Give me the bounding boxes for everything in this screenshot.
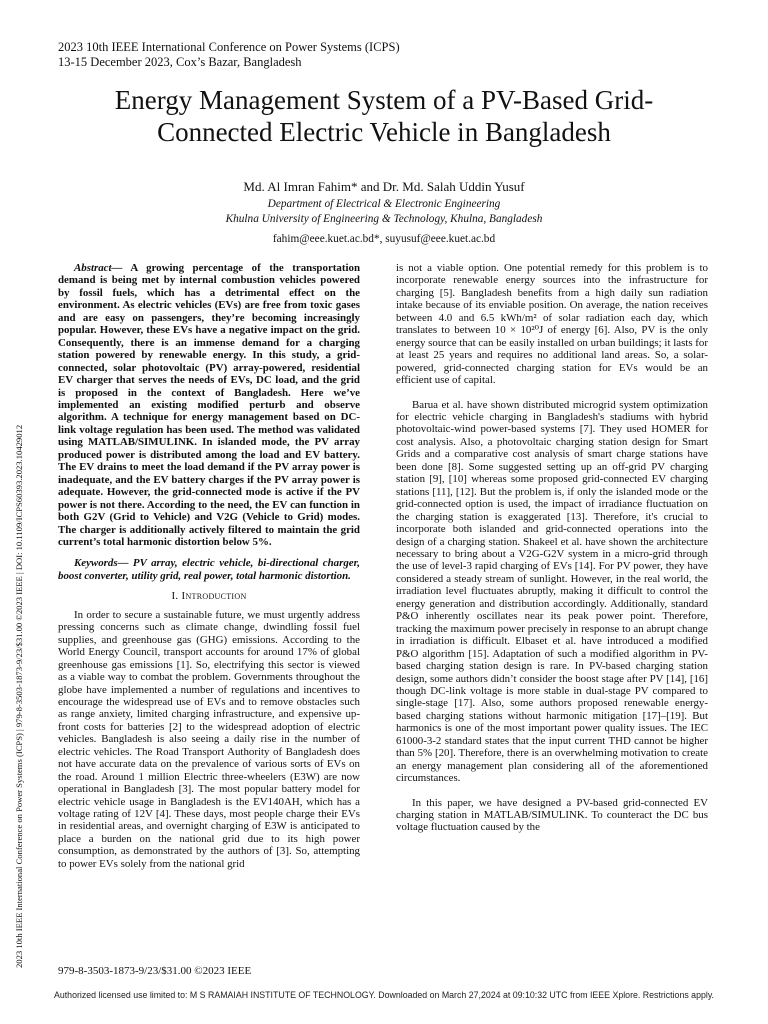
abstract xyxy=(58,262,360,548)
conference-name: 2023 10th IEEE International Conference on Power Systems (ICPS) xyxy=(58,40,400,54)
conference-date-location: 13-15 December 2023, Cox’s Bazar, Bangladesh xyxy=(58,55,302,69)
right-column xyxy=(396,262,708,834)
conference-header xyxy=(58,40,400,70)
paper-title xyxy=(40,84,728,148)
left-column xyxy=(58,262,360,870)
affiliation xyxy=(0,197,768,227)
abstract-text: A growing percentage of the transportation demand is being met by internal combustion vehicles powered by fossil fuels, which has a detrimental effect on the environment. As electric vehicles (EVs) are free from toxic gases and are easy on passengers, they’re becoming increasingly popular. However, these EVs have a negative impact on the grid. Consequently, there is an immense demand for a charging station powered by renewable energy. In this study, a grid-connected, solar photovoltaic (PV) array-powered, residential EV charger that serves the needs of EVs, DC load, and the grid is proposed in the context of Bangladesh. Here we’ve implemented an existing modified perturb and observe algorithm. A technique for energy management based on DC-link voltage regulation has been used. The method was validated using MATLAB/SIMULINK. In islanded mode, the PV array produced power is distributed among the load and EV battery. The EV drains to meet the load demand if the PV array power is inadequate, and the EV battery charges if the PV array power is adequate. However, the grid-connected mode is active if the PV power is not there. According to the need, the EV can function in both G2V (Grid to Vehicle) and V2G (Vehicle to Grid) modes. The charger is additionally actively filtered to maintain the grid current’s total harmonic distortion below 5%. xyxy=(58,262,360,548)
keywords: Keywords— PV array, electric vehicle, bi-directional charger, boost converter, utility grid, real power, total harmonic distortion. xyxy=(58,557,360,582)
university: Khulna University of Engineering & Technology, Khulna, Bangladesh xyxy=(225,213,543,225)
author-emails: fahim@eee.kuet.ac.bd*, suyusuf@eee.kuet.ac.bd xyxy=(272,233,496,245)
abstract-lead: Abstract— xyxy=(74,262,123,274)
department: Department of Electrical & Electronic Engineering xyxy=(267,198,501,210)
right-paragraph-1: is not a viable option. One potential remedy for this problem is to incorporate renewable energy sources into the infrastructure for charging [5]. Bangladesh benefits from a high daily sun radiation intake because of its enviable position. On average, the nation receives between 4.0 and 6.5 kWh/m² of solar radiation each day, which translates to between 10 × 10²⁰J of energy [6]. Also, PV is the only energy source that can be easily installed on urban buildings; it lasts for at least 25 years and requires no additional land areas. So, a solar-powered, grid-connected charging station for EVs would be an efficient use of capital. xyxy=(396,262,708,387)
intro-paragraph-1: In order to secure a sustainable future, we must urgently address pressing concerns such as climate change, dwindling fossil fuel supplies, and greenhouse gas (GHG) emissions. According to the World Energy Council, transport accounts for around 17% of global greenhouse gas emissions [1]. So, electrifying this sector is viewed as a viable way to combat the problem. Governments throughout the globe have implemented a number of regulations and incentives to encourage the widespread use of EVs and to remove obstacles such as range anxiety, limited charging infrastructure, and expensive up-front costs for batteries [2] to the widespread adoption of electric vehicles. Bangladesh is also seeing a daily rise in the number of electric vehicles. The Road Transport Authority of Bangladesh does not have accurate data on the prevalence of various sorts of EVs on the road. Around 1 million Electric three-wheelers (E3W) are now operational in Bangladesh [3]. The most popular battery model for electric vehicle usage in Bangladesh is the EV140AH, which has a voltage rating of 12V [4]. These days, most people charge their EVs in residential areas, and overnight charging of E3W is anticipated to place a burden on the national grid due to its high power consumption, as demonstrated by the authors of [3]. So, attempting to power EVs solely from the national grid xyxy=(58,608,360,870)
isbn-copyright: 979-8-3503-1873-9/23/$31.00 ©2023 IEEE xyxy=(58,965,252,977)
right-paragraph-3: In this paper, we have designed a PV-based grid-connected EV charging station in MATLAB/SIMULINK. To counteract the DC bus voltage fluctuation caused by the xyxy=(396,796,708,834)
license-footer: Authorized licensed use limited to: M S RAMAIAH INSTITUTE OF TECHNOLOGY. Downloaded on March 27,2024 at 09:10:32 UTC from IEEE Xplore. Restrictions apply. xyxy=(53,990,715,1000)
section-heading-introduction: I. Introduction xyxy=(171,590,247,603)
authors: Md. Al Imran Fahim* and Dr. Md. Salah Uddin Yusuf xyxy=(243,179,525,194)
paper-title-line1: Energy Management System of a PV-Based Grid- xyxy=(114,85,654,115)
paper-title-line2: Connected Electric Vehicle in Bangladesh xyxy=(157,117,611,147)
right-paragraph-2: Barua et al. have shown distributed microgrid system optimization for electric vehicle charging in Bangladesh's stadiums with hybrid photovoltaic-wind power-based systems [7]. They used HOMER for cost analysis. Also, a photovoltaic charging station design for Smart Grids and a comparative cost analysis of smart charge stations have been done [8]. Some suggested setting up an off-grid PV charging station [9], [10] whereas some proposed grid-connected EV charging stations [11], [12]. But the problem is, if only the islanded mode or the grid-connected option is used, the impact of irradiance fluctuation on the charging station is exaggerated [13]. Therefore, it's crucial to incorporate both islanded and grid-connected operations into the design of a charging station. Shakeel et al. have shown the architecture necessary to bring about a V2G-G2V system in a micro-grid through the use of level-3 rapid charging of EVs [14]. For PV power, they have considered a steady stream of sunlight. However, in the real world, the irradiation level fluctuates abruptly, making it difficult to control the energy generation and distribution accordingly. Additionally, standard P&O inherently oscillates near its peak power point. Therefore, tracking the maximum power precisely in response to an abrupt change in irradiation is difficult. Elbaset et al. have introduced a modified P&O algorithm [15]. Adaptation of such a modified algorithm in PV-based charging station design is rare. In PV-based charging station design, some authors didn’t consider the boost stage after PV [14], [16] though DC-link voltage is more stable in dual-stage PV compared to single-stage [17]. Also, some authors proposed renewable energy-based charging stations without harmonic mitigation [17]–[19]. But harmonics is one of the most important power quality issues. The IEC 61000-3-2 standard states that the input current THD cannot be higher than 5% [20]. Therefore, there is an overwhelming motivation to create an energy management plan considering all of the aforementioned circumstances. xyxy=(396,398,708,785)
doi-sidebar: 2023 10th IEEE International Conference on Power Systems (ICPS) | 979-8-3503-1873-9/23/$31.00 ©2023 IEEE | DOI: 10.1109/ICPS60393.2023.10429012 xyxy=(14,424,24,968)
